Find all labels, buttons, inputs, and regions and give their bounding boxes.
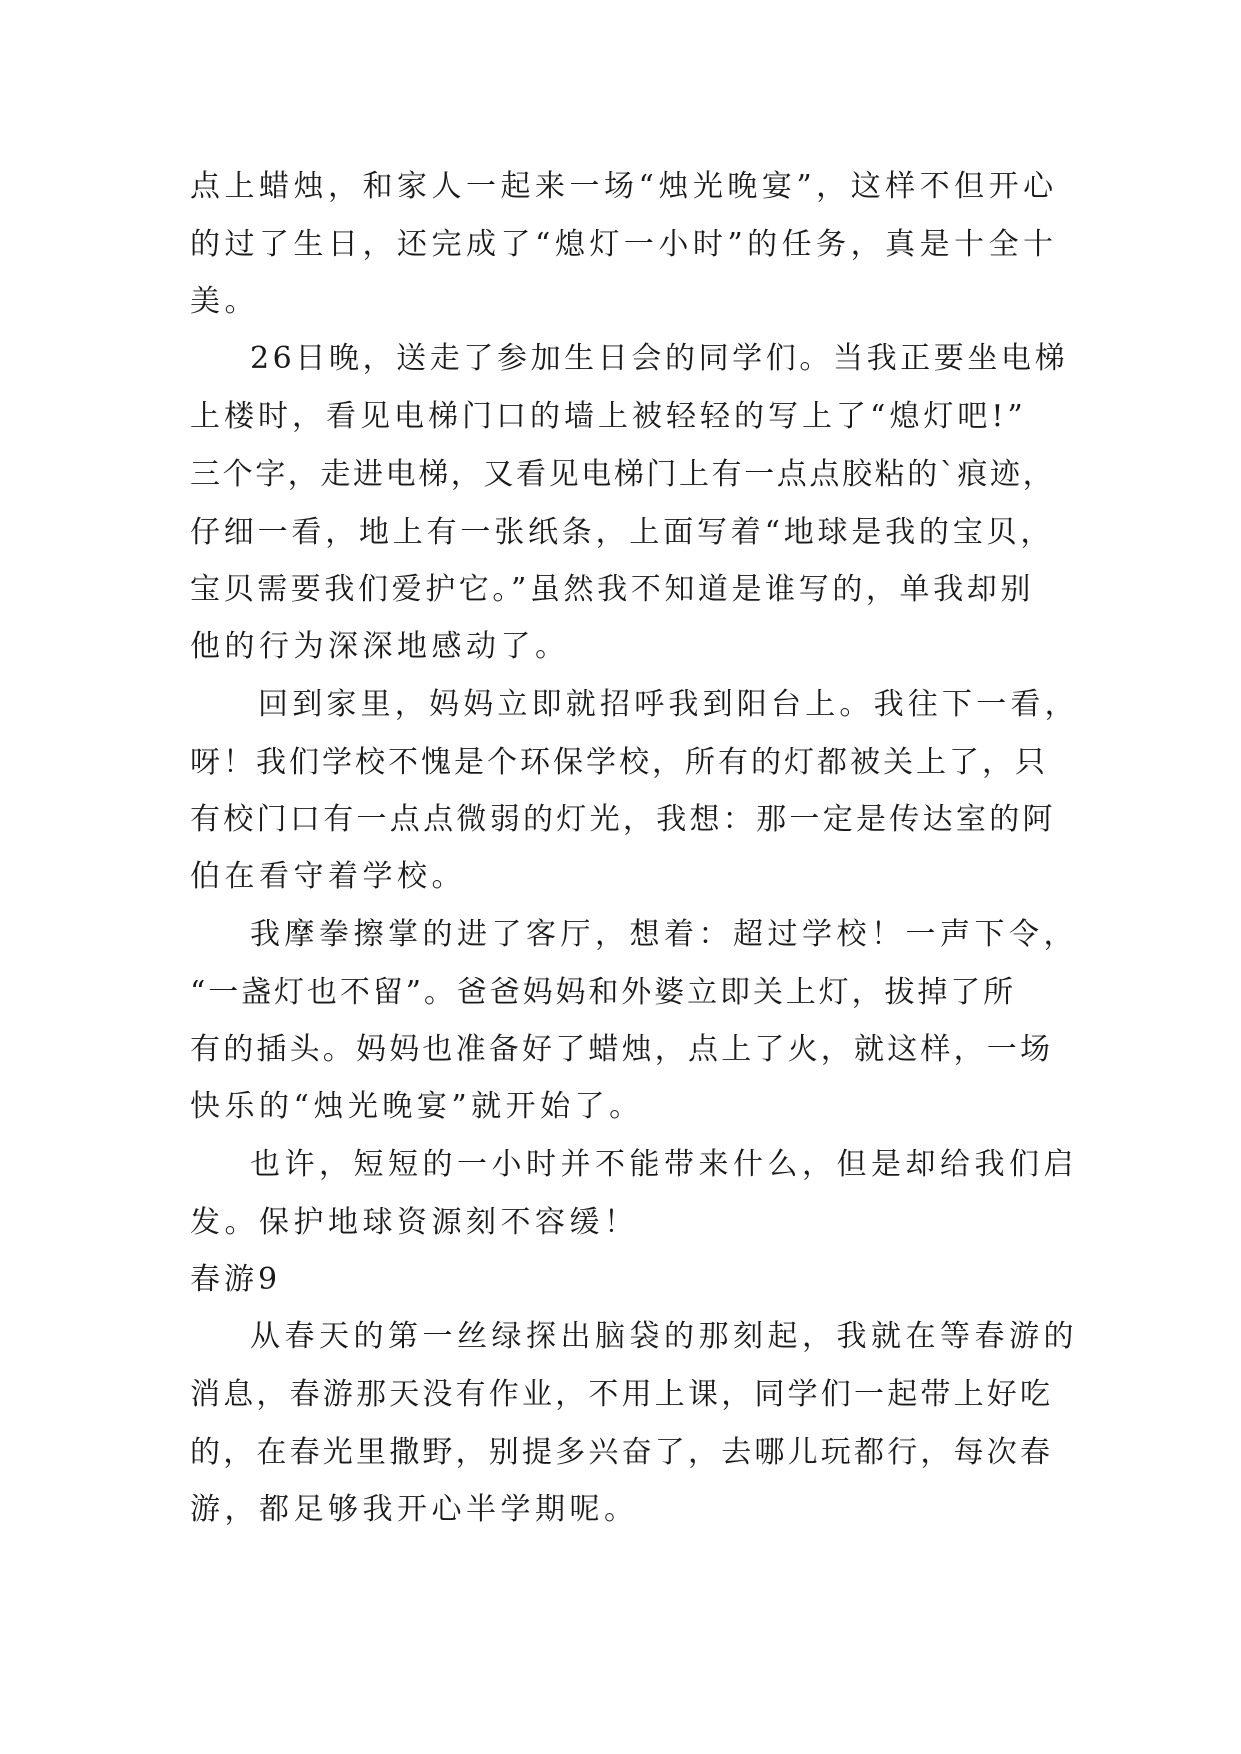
text-line: 点上蜡烛，和家人一起来一场“烛光晚宴”，这样不但开心 (190, 169, 1058, 204)
text-line: 游，都足够我开心半学期呢。 (190, 1492, 639, 1527)
text-line: 26日晚，送走了参加生日会的同学们。当我正要坐电梯 (250, 341, 1069, 376)
text-line: 三个字，走进电梯，又看见电梯门上有一点点胶粘的`痕迹， (190, 457, 1056, 492)
text-line: 消息，春游那天没有作业，不用上课，同学们一起带上好吃 (190, 1377, 1054, 1412)
text-line: 呀！我们学校不愧是个环保学校，所有的灯都被关上了，只 (190, 745, 1048, 780)
text-line: 从春天的第一丝绿探出脑袋的那刻起，我就在等春游的 (250, 1319, 1078, 1354)
text-line: 伯在看守着学校。 (190, 859, 466, 894)
text-line: 仔细一看，地上有一张纸条，上面写着“地球是我的宝贝， (190, 515, 1055, 550)
text-line: 上楼时，看见电梯门口的墙上被轻轻的写上了“熄灯吧!” (190, 399, 1027, 434)
text-line: 的过了生日，还完成了“熄灯一小时”的任务，真是十全十 (190, 227, 1058, 262)
text-line: 回到家里，妈妈立即就招呼我到阳台上。我往下一看， (258, 687, 1079, 722)
text-line: 也许，短短的一小时并不能带来什么，但是却给我们启 (250, 1147, 1078, 1182)
text-line: 有的插头。妈妈也准备好了蜡烛，点上了火，就这样，一场 (190, 1032, 1054, 1067)
text-line: 我摩拳擦掌的进了客厅，想着：超过学校！一声下令， (250, 917, 1078, 952)
text-line: 宝贝需要我们爱护它。”虽然我不知道是谁写的，单我却别 (190, 572, 1034, 607)
text-line: 美。 (190, 284, 259, 319)
text-line: 有校门口有一点点微弱的灯光，我想：那一定是传达室的阿 (190, 802, 1056, 837)
text-line: 发。保护地球资源刻不容缓！ (190, 1205, 639, 1240)
text-line: 快乐的“烛光晚宴”就开始了。 (190, 1089, 644, 1124)
text-line: “一盏灯也不留”。爸爸妈妈和外婆立即关上灯，拔掉了所 (190, 975, 1017, 1010)
text-line: 的，在春光里撒野，别提多兴奋了，去哪儿玩都行，每次春 (190, 1435, 1054, 1470)
section-heading: 春游9 (190, 1262, 282, 1297)
text-line: 他的行为深深地感动了。 (190, 629, 570, 664)
